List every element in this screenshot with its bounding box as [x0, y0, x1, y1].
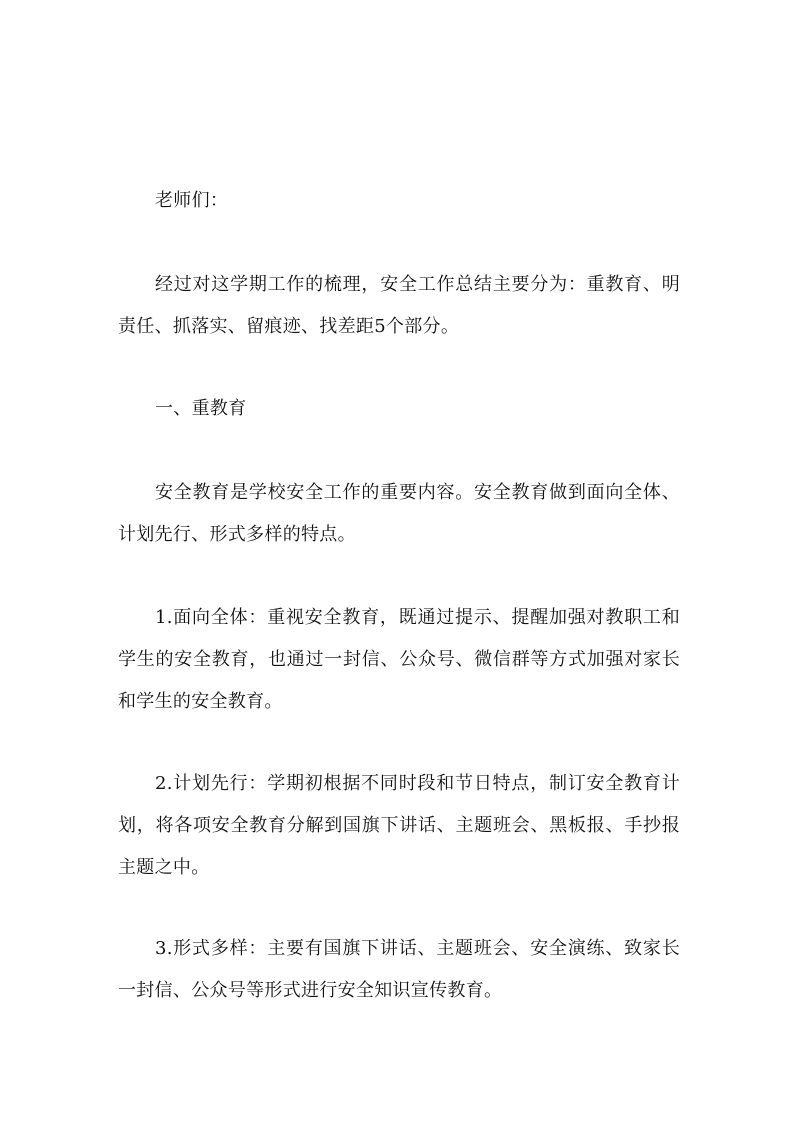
education-overview-paragraph: 安全教育是学校安全工作的重要内容。安全教育做到面向全体、计划先行、形式多样的特点。: [118, 482, 680, 545]
point-3-paragraph: 3.形式多样：主要有国旗下讲话、主题班会、安全演练、致家长一封信、公众号等形式进行安全知识宣传教育。: [118, 938, 680, 1001]
salutation: 老师们：: [155, 190, 229, 211]
point-1-paragraph: 1.面向全体：重视安全教育，既通过提示、提醒加强对教职工和学生的安全教育，也通过一封信、公众号、微信群等方式加强对家长和学生的安全教育。: [118, 607, 680, 712]
intro-paragraph: 经过对这学期工作的梳理，安全工作总结主要分为：重教育、明责任、抓落实、留痕迹、找差距5个部分。: [118, 274, 680, 337]
point-2-paragraph: 2.计划先行：学期初根据不同时段和节日特点，制订安全教育计划，将各项安全教育分解到国旗下讲话、主题班会、黑板报、手抄报主题之中。: [118, 773, 680, 878]
section-heading-education: 一、重教育: [155, 398, 247, 419]
